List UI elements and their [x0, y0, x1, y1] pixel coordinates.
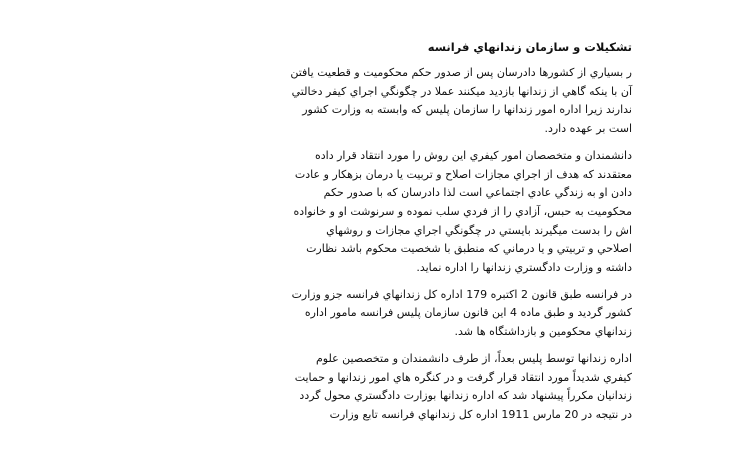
paragraph-line: كشور گرديد و طبق ماده 4 اين قانون سازمان پليس فرانسه مامور اداره — [304, 306, 632, 320]
paragraph-line: اش را بدست ميگيرند بايستي در چگونگي اجراي مجازات و روشهاي — [326, 223, 632, 237]
paragraph-line: كيفري شديداً مورد انتقاد قرار گرفت و در كنگره هاي امور زندانها و حمايت — [294, 370, 632, 384]
paragraph-line: زندانهاي محكومين و بازداشتگاه ها شد. — [454, 325, 632, 339]
paragraph-line: در نتيجه در 20 مارس 1911 اداره كل زندانهاي فرانسه تابع وزارت — [329, 407, 632, 421]
paragraph-line: آن با ينكه گاهي از زندانها بازديد ميكنند عملا در چگونگي اجراي كيفر دخالتي — [291, 84, 632, 98]
paragraph-2 — [114, 147, 632, 278]
paragraph-4 — [114, 350, 632, 425]
paragraph-line: ر بسياري از كشورها دادرسان پس از صدور حكم محكوميت و قطعيت يافتن — [290, 66, 632, 79]
paragraph-line: داشته و وزارت دادگستري زندانها را اداره نمايد. — [416, 261, 632, 275]
paragraph-1 — [114, 64, 632, 139]
document-page — [114, 38, 632, 433]
paragraph-line: است بر عهده دارد. — [544, 122, 632, 136]
paragraph-line: دادن او به زندگي عادي اجتماعي است لذا دادرسان كه با صدور حكم — [323, 186, 632, 200]
paragraph-line: در فرانسه طبق قانون 2 اكتبره 179 اداره كل زندانهاي فرانسه جزو وزارت — [291, 287, 632, 301]
paragraph-line: زندانيان مكرراً پيشنهاد شد كه اداره زندانها بوزارت دادگستري محول گردد — [299, 389, 632, 403]
paragraph-line: محكوميت به حبس، آزادي را از فردي سلب نموده و سرنوشت او و خانواده — [293, 204, 632, 218]
paragraph-line: دانشمندان و متخصصان امور كيفري اين روش را مورد انتقاد قرار داده — [314, 148, 632, 162]
paragraph-3 — [114, 286, 632, 342]
document-title: تشكيلات و سازمان زندانهاي فرانسه — [427, 40, 632, 54]
paragraph-line: اداره زندانها توسط پليس بعداً، از طرف دانشمندان و متخصصين علوم — [315, 351, 632, 365]
paragraph-line: معتقدند كه هدف از اجراي مجازات اصلاح و تربيت يا درمان بزهكار و عادت — [294, 167, 632, 181]
paragraph-line: اصلاحي و تربيتي و يا درماني كه منطبق با شخصيت محكوم باشد نظارت — [306, 242, 632, 256]
paragraph-line: ندارند زيرا اداره امور زندانها را سازمان پليس كه وابسته به وزارت كشور — [302, 103, 632, 117]
